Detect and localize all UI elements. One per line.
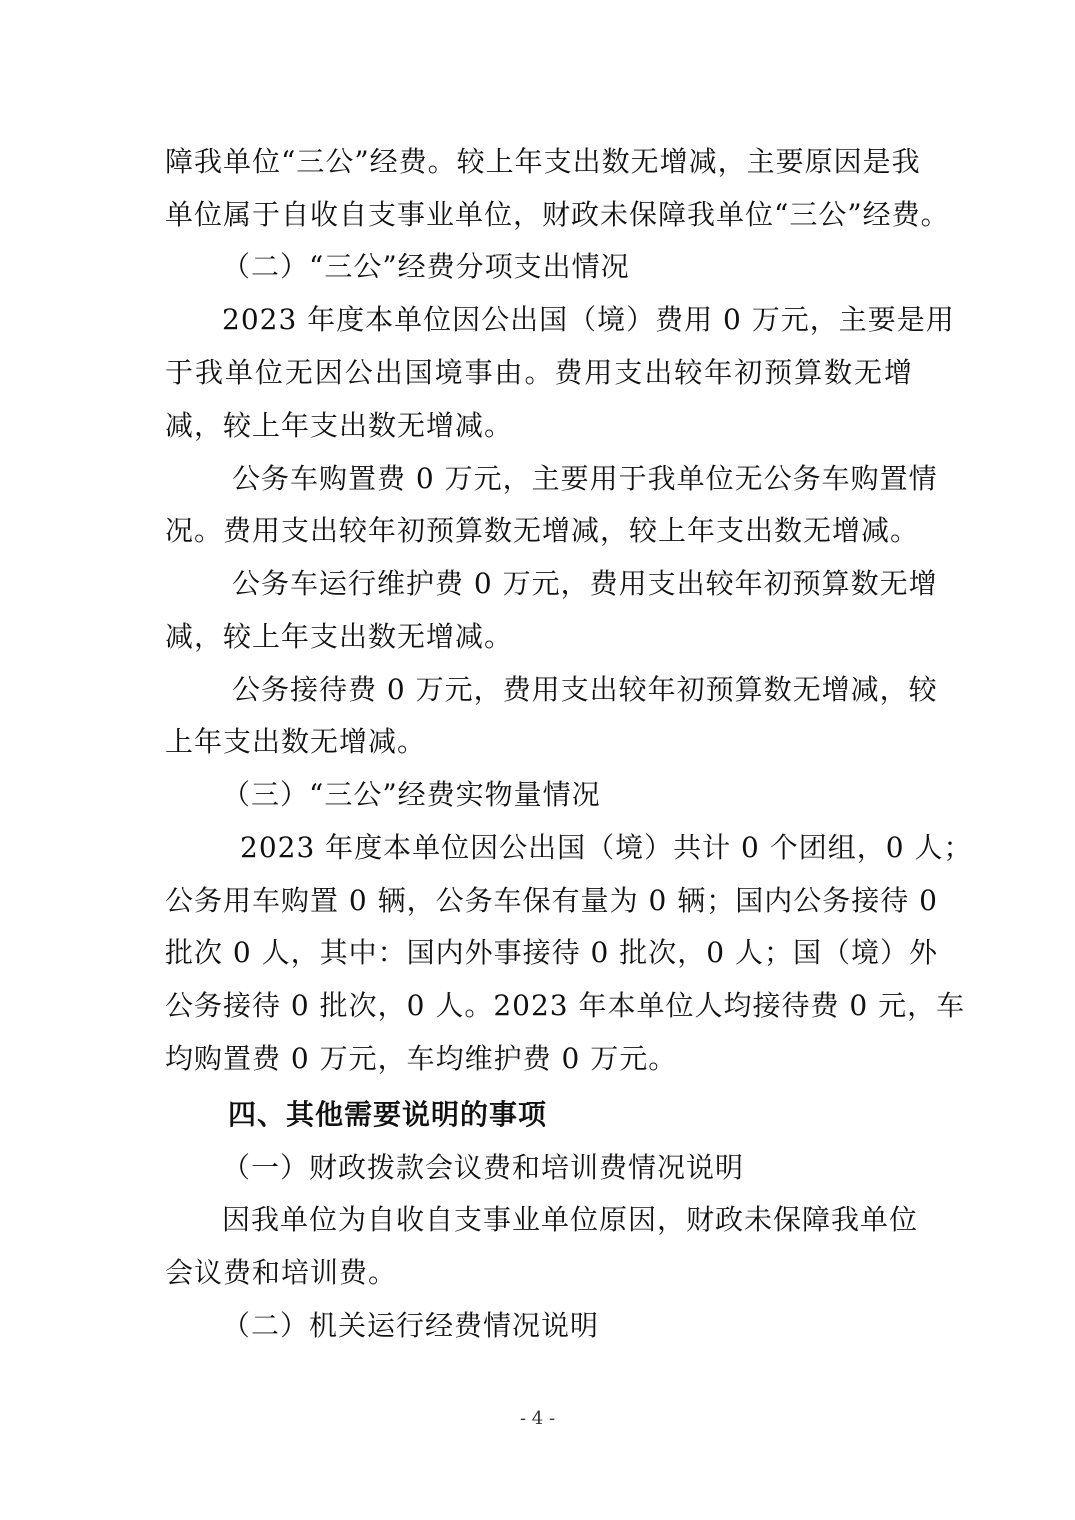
section-heading-3-3: （三）“三公”经费实物量情况 (222, 778, 601, 811)
paragraph-line-21: 因我单位为自收自支事业单位原因，财政未保障我单位 (222, 1203, 919, 1236)
paragraph-line-9: 公务车运行维护费 0 万元，费用支出较年初预算数无增 (232, 567, 938, 600)
paragraph-line-2: 单位属于自收自支事业单位，财政未保障我单位“三公”经费。 (165, 198, 950, 231)
section-heading-4: 四、其他需要说明的事项 (228, 1098, 548, 1131)
paragraph-line-4: 2023 年度本单位因公出国（境）费用 0 万元，主要是用 (222, 303, 955, 336)
paragraph-line-18: 均购置费 0 万元，车均维护费 0 万元。 (165, 1042, 678, 1075)
paragraph-line-8: 况。费用支出较年初预算数无增减，较上年支出数无增减。 (165, 514, 920, 547)
paragraph-line-16: 批次 0 人，其中：国内外事接待 0 批次，0 人；国（境）外 (165, 936, 938, 969)
paragraph-line-11: 公务接待费 0 万元，费用支出较年初预算数无增减，较 (232, 673, 938, 706)
paragraph-line-14: 2023 年度本单位因公出国（境）共计 0 个团组，0 人； (240, 831, 973, 864)
paragraph-line-1: 障我单位“三公”经费。较上年支出数无增减，主要原因是我 (165, 145, 921, 178)
paragraph-line-10: 减，较上年支出数无增减。 (165, 620, 514, 653)
paragraph-line-22: 会议费和培训费。 (165, 1256, 398, 1289)
paragraph-line-17: 公务接待 0 批次，0 人。2023 年本单位人均接待费 0 元，车 (165, 989, 966, 1022)
paragraph-line-15: 公务用车购置 0 辆，公务车保有量为 0 辆；国内公务接待 0 (165, 884, 938, 917)
paragraph-line-6: 减，较上年支出数无增减。 (165, 409, 514, 442)
paragraph-line-7: 公务车购置费 0 万元，主要用于我单位无公务车购置情 (232, 462, 938, 495)
paragraph-line-12: 上年支出数无增减。 (165, 725, 427, 758)
section-heading-4-1: （一）财政拨款会议费和培训费情况说明 (222, 1151, 745, 1184)
paragraph-line-5: 于我单位无因公出国境事由。费用支出较年初预算数无增 (165, 356, 913, 389)
section-heading-3-2: （二）“三公”经费分项支出情况 (222, 250, 630, 283)
section-heading-4-2: （二）机关运行经费情况说明 (222, 1309, 600, 1342)
page-number: - 4 - (519, 1408, 556, 1429)
